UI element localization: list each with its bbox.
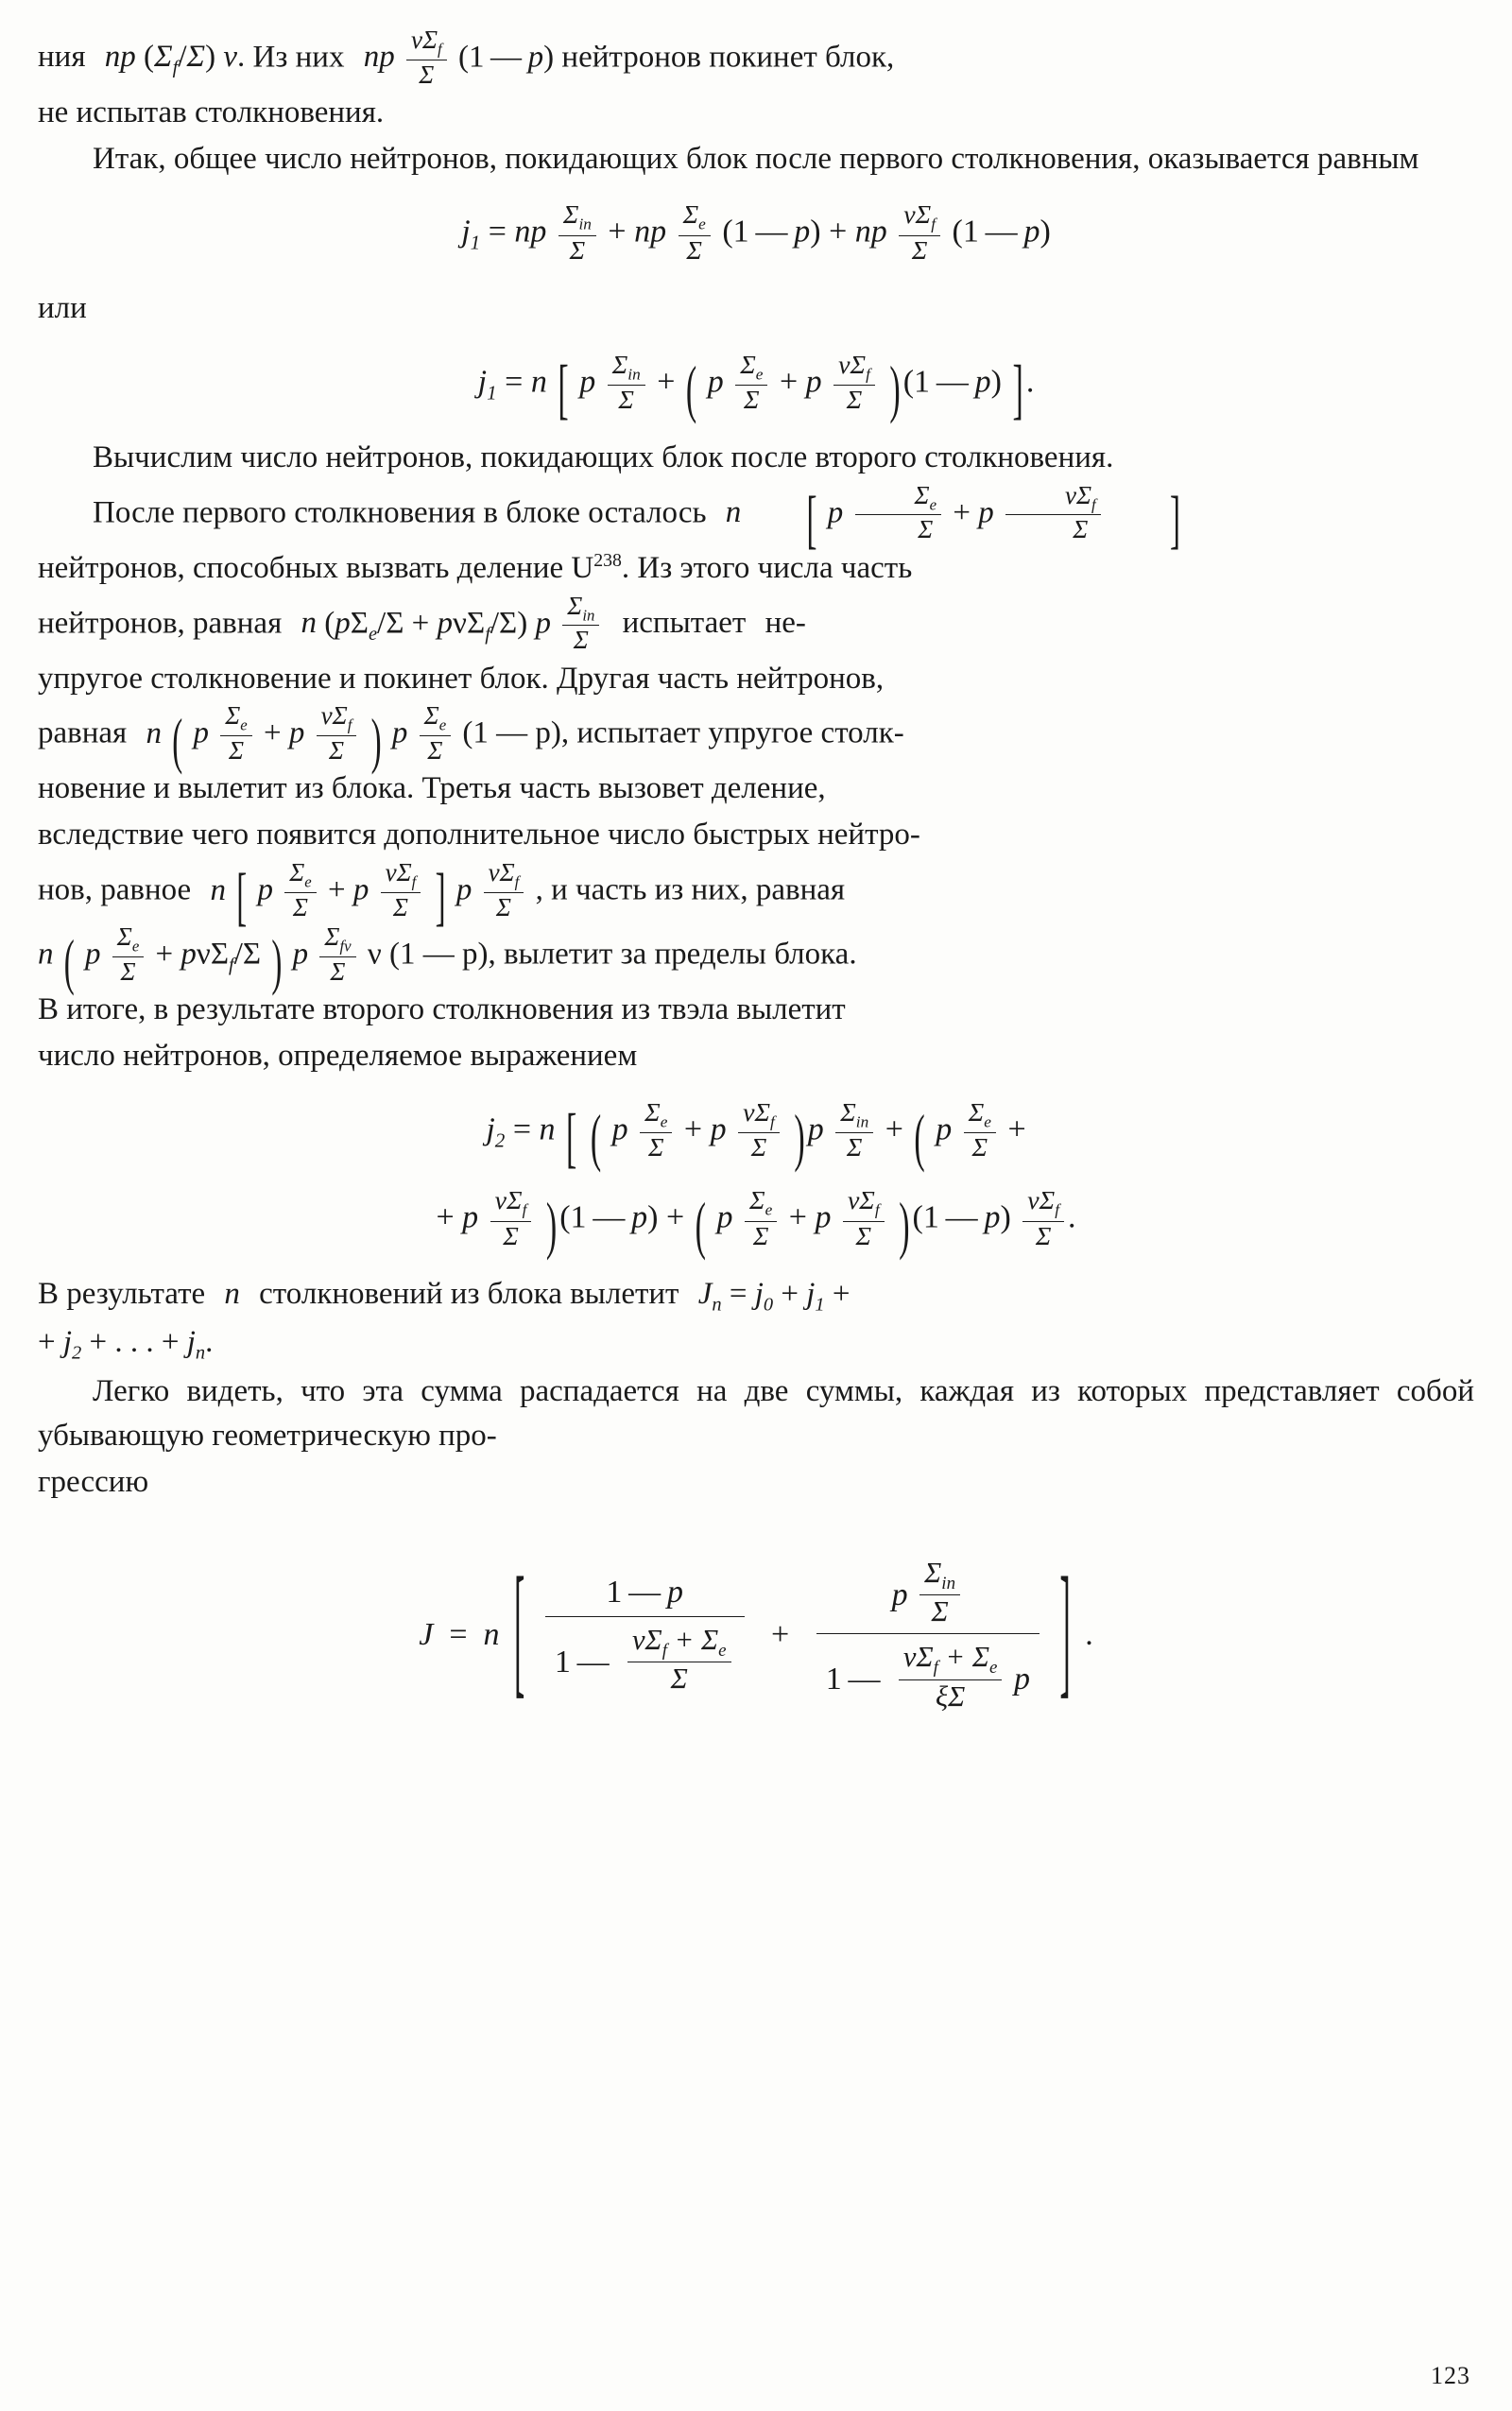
paragraph-4-line1: После первого столкновения в блоке осталось n [ p $\frac{\Sigma_e}{\Sigma}$ + p $\frac{\nu\Sigma_f}{\Sigma}$ ] (93, 480, 1180, 558)
text-run: ния (38, 40, 86, 75)
fraction-term-2: p $\frac{\Sigma_{in}}{\Sigma}$ 1 — $\frac{\nu\Sigma_f + \Sigma_e}{\xi\Sigma}$ p (816, 1558, 1040, 1713)
conjunction-or: или (38, 290, 87, 325)
page-number: 123 (1431, 2362, 1470, 2389)
text-run: нейтронов, способных вызвать деление U (38, 550, 594, 585)
paragraph-1-cont: не испытав столкновения. (38, 95, 385, 129)
paragraph-1: ния np $(\Sigma_f/\Sigma)$ ν. Из них np $\frac{\nu\Sigma_f}{\Sigma}$ (1 — p) нейтронов покинет блок, (38, 26, 895, 89)
equation-j1-expanded: $j_1$ = np $\frac{\Sigma_{in}}{\Sigma}$ + np $\frac{\Sigma_e}{\Sigma}$ (1 — p) + np $\frac{\nu\Sigma_f}{\Sigma}$ (1 — p) (461, 200, 1051, 266)
paragraph-3: Вычислим число нейтронов, покидающих блок после второго столкновения. (93, 439, 1114, 474)
text-run: После первого столкновения в блоке осталось (93, 495, 707, 530)
text-run: не- (765, 606, 806, 641)
text-run: равная (38, 715, 128, 750)
paragraph-4-line8: нов, равное n [ p $\frac{\Sigma_e}{\Sigma}$ + p $\frac{\nu\Sigma_f}{\Sigma}$ ] p $\frac{\nu\Sigma_f}{\Sigma}$ , и часть из них, равная (38, 858, 846, 935)
paragraph-5-line1: В результате n столкновений из блока вылетит $J_n = j_0 + j_1$ + (38, 1276, 850, 1316)
text-run: . Из этого числа часть (621, 550, 913, 585)
text-run: столкновений из блока вылетит (259, 1276, 679, 1311)
equation-j2 (38, 1098, 1474, 1263)
paragraph-4-line5: равная n ( p $\frac{\Sigma_e}{\Sigma}$ + p $\frac{\nu\Sigma_f}{\Sigma}$ ) p $\frac{\Sigma_e}{\Sigma}$ (1 — p), испытает упругое столк- (38, 701, 904, 777)
paragraph-4-line11: число нейтронов, определяемое выражением (38, 1039, 638, 1074)
text-run: нейтронов, равная (38, 606, 283, 641)
equation-j2-row2: + p $\frac{\nu\Sigma_f}{\Sigma}$ )(1 — p) + ( p $\frac{\Sigma_e}{\Sigma}$ + p $\frac{\nu\Sigma_f}{\Sigma}$ )(1 — p) $\frac{\nu\Sigma_f}{\Sigma}$ . (436, 1186, 1076, 1263)
text-run: ν (1 — p), вылетит за пределы блока. (367, 937, 857, 972)
paragraph-4-line3: нейтронов, равная n $(p\Sigma_e/\Sigma + p\nu\Sigma_f/\Sigma)$ p $\frac{\Sigma_{in}}{\Sigma}$ испытает не- (38, 591, 806, 655)
text-run: В результате (38, 1276, 206, 1311)
paragraph-5-line3: Легко видеть, что эта сумма распадается на две суммы, каждая из которых представляет собой убывающую геометрическую про- (38, 1374, 1474, 1453)
paragraph-4-line7: вследствие чего появится дополнительное число быстрых нейтро- (38, 818, 920, 852)
paragraph-5-line4: грессию (38, 1464, 149, 1499)
text-run: (1 — p), испытает упругое столк- (462, 715, 904, 750)
paragraph-4-line10: В итоге, в результате второго столкновения из твэла вылетит (38, 992, 846, 1027)
text-run: , и часть из них, равная (535, 872, 846, 907)
page-content (38, 26, 1474, 1733)
paragraph-4-line6: новение и вылетит из блока. Третья часть вызовет деление, (38, 771, 826, 806)
equation-J-series: J = n [ 1 — p 1 — $\frac{\nu\Sigma_f + \Sigma_e}{\Sigma}$ + p $\frac{\Sigma_{in}}{\Sigma}$ 1 — $\frac{\nu\Sigma_f + \Sigma_e}{\xi\Sigma}$ p ] . (419, 1552, 1093, 1714)
paragraph-2: Итак, общее число нейтронов, покидающих блок после первого столкновения, оказывается равным (93, 141, 1419, 176)
fraction-term-1: 1 — p 1 — $\frac{\nu\Sigma_f + \Sigma_e}{\Sigma}$ (545, 1575, 745, 1696)
text-run: испытает (622, 606, 747, 641)
equation-j1-factored: $j_1 = n$ [ p $\frac{\Sigma_{in}}{\Sigma}$ + ( p $\frac{\Sigma_e}{\Sigma}$ + p $\frac{\nu\Sigma_f}{\Sigma}$ )(1 — p) ]. (477, 350, 1035, 428)
paragraph-4-line4: упругое столкновение и покинет блок. Другая часть нейтронов, (38, 661, 885, 696)
equation-j2-row1: $j_2 = n$ [ ( p $\frac{\Sigma_e}{\Sigma}$ + p $\frac{\nu\Sigma_f}{\Sigma}$ )p $\frac{\Sigma_{in}}{\Sigma}$ + ( p $\frac{\Sigma_e}{\Sigma}$ + (486, 1098, 1026, 1176)
superscript-238: 238 (593, 549, 622, 571)
fraction-nu-sigmaf-over-sigma: $\frac{\nu\Sigma_f}{\Sigma}$ (406, 26, 447, 89)
text-run: нов, равное (38, 872, 192, 907)
paragraph-4-line9: n ( p $\frac{\Sigma_e}{\Sigma}$ + pνΣ$_f$/Σ ) p $\frac{\Sigma_{f\nu}}{\Sigma}$ ν (1 — p), вылетит за пределы блока. (38, 922, 857, 998)
paragraph-5-line2: + $j_2$ + . . . + $j_n$. (38, 1325, 214, 1364)
